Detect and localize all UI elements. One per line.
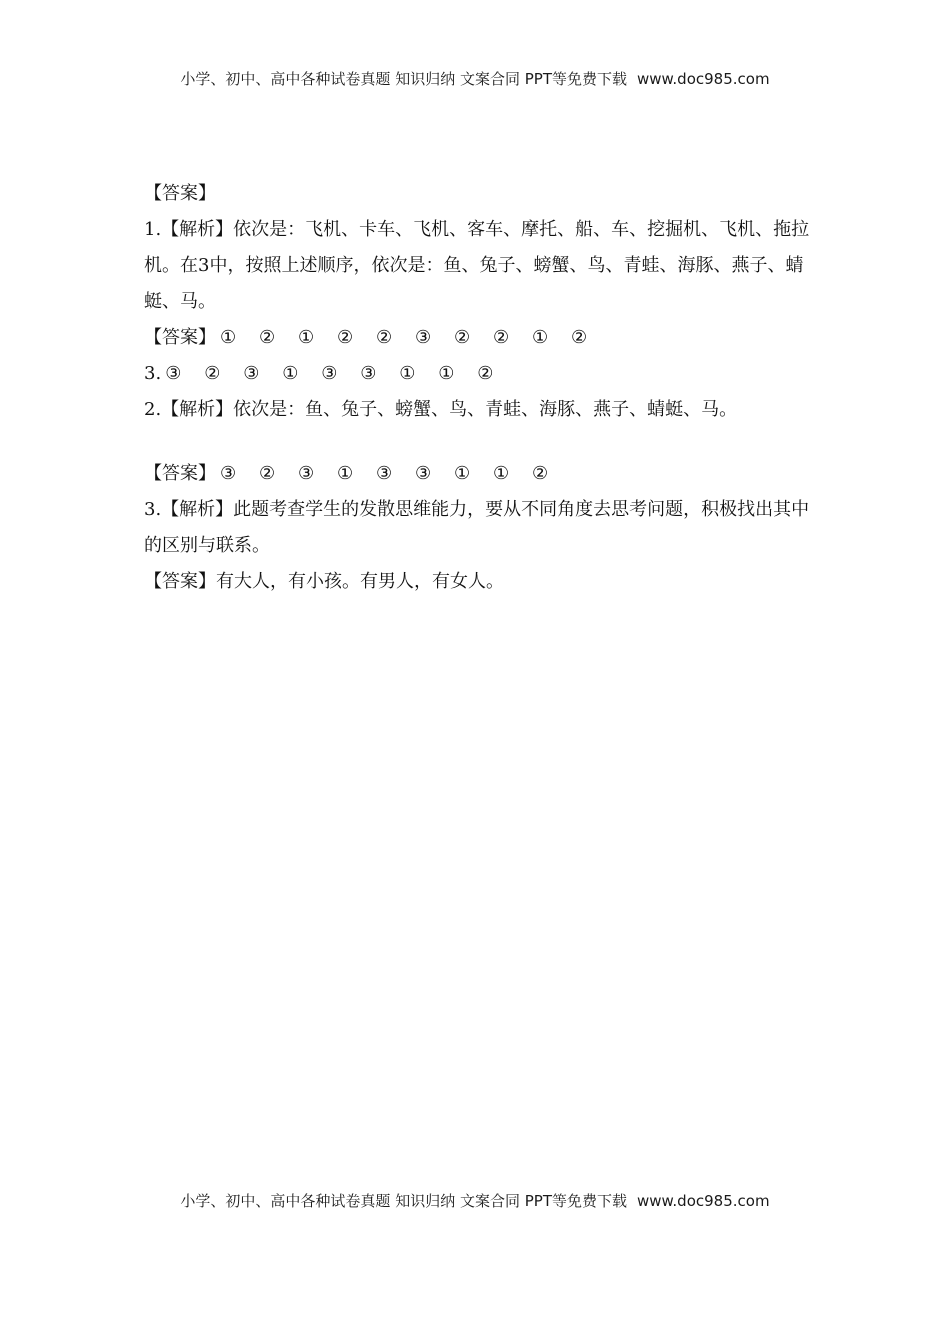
answer-option: ①	[220, 327, 237, 348]
q2-analysis: 2.【解析】依次是：鱼、兔子、螃蟹、鸟、青蛙、海豚、燕子、蜻蜓、马。	[144, 399, 738, 420]
answer-option: ①	[282, 363, 299, 384]
footer-text: 小学、初中、高中各种试卷真题 知识归纳 文案合同 PPT等免费下载	[180, 1192, 627, 1210]
answer-option: ②	[532, 463, 549, 484]
answer-heading: 【答案】	[144, 183, 216, 204]
answer-option: ③	[415, 327, 432, 348]
answer-option: ①	[493, 463, 510, 484]
answer-option: ①	[337, 463, 354, 484]
answer-option: ①	[399, 363, 416, 384]
q1-analysis: 1.【解析】依次是：飞机、卡车、飞机、客车、摩托、船、车、挖掘机、飞机、拖拉机。在3中，按照上述顺序，依次是：鱼、兔子、螃蟹、鸟、青蛙、海豚、燕子、蜻蜓、马。	[144, 219, 810, 312]
answer-option: ③	[243, 363, 260, 384]
answer-option: ③	[165, 363, 182, 384]
answer-option: ①	[532, 327, 549, 348]
answer-option: ③	[298, 463, 315, 484]
q3-answer: 【答案】有大人，有小孩。有男人，有女人。	[144, 571, 504, 592]
answer-option: ②	[259, 463, 276, 484]
answer-option: ②	[477, 363, 494, 384]
document-body	[144, 176, 824, 600]
answer-option: ③	[360, 363, 377, 384]
answer-option: ③	[415, 463, 432, 484]
q3-analysis: 3.【解析】此题考查学生的发散思维能力，要从不同角度去思考问题，积极找出其中的区别与联系。	[144, 499, 810, 556]
q1-answer-label: 【答案】	[144, 327, 216, 348]
q2-answer-row	[144, 456, 824, 492]
answer-option: ②	[337, 327, 354, 348]
answer-option: ③	[220, 463, 237, 484]
answer-option: ③	[321, 363, 338, 384]
answer-option: ②	[204, 363, 221, 384]
answer-option: ②	[571, 327, 588, 348]
q1b-label: 3.	[144, 363, 162, 384]
q1-answer-row	[144, 320, 824, 356]
page-footer	[0, 1190, 950, 1211]
q1b-answer-row	[144, 356, 824, 392]
answer-option: ②	[454, 327, 471, 348]
answer-option: ①	[454, 463, 471, 484]
q2-answer-label: 【答案】	[144, 463, 216, 484]
answer-option: ②	[376, 327, 393, 348]
page-header	[0, 68, 950, 89]
answer-option: ①	[438, 363, 455, 384]
paragraph-gap	[144, 428, 824, 456]
answer-option: ②	[259, 327, 276, 348]
answer-option: ①	[298, 327, 315, 348]
answer-option: ③	[376, 463, 393, 484]
footer-url[interactable]: www.doc985.com	[636, 1192, 770, 1210]
answer-option: ②	[493, 327, 510, 348]
header-text: 小学、初中、高中各种试卷真题 知识归纳 文案合同 PPT等免费下载	[180, 70, 627, 88]
header-url[interactable]: www.doc985.com	[636, 70, 770, 88]
